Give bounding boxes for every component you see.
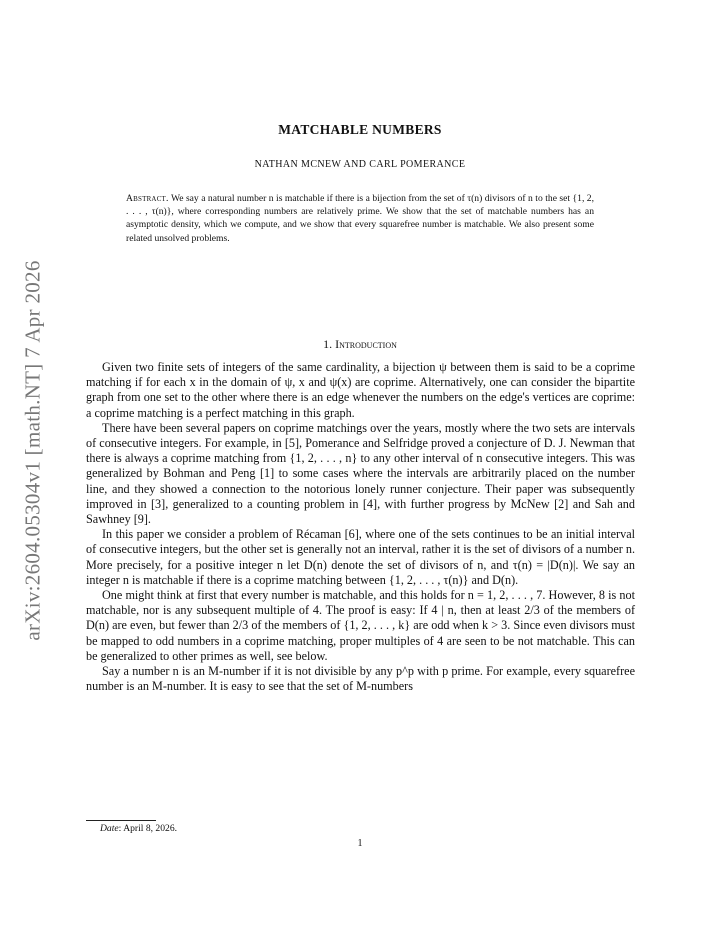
body-paragraph-2: There have been several papers on coprime matchings over the years, mostly where the two sets are intervals of consecutive integers. For example, in [5], Pomerance and Selfridge proved a conjecture of D. J. Newman that there is always a coprime matching from {1, 2, . . . , n} to any other interval of n consecutive integers. This was generalized by Bohman and Peng [1] to some cases where the intervals are arbitrarily placed on the number line, and they showed a connection to the notorious lonely runner conjecture. Their paper was subsequently improved in [3], generalized to a counting problem in [4], with further progress by McNew [2] and Sah and Sawhney [9].: [86, 420, 635, 527]
body-paragraph-5: Say a number n is an M-number if it is not divisible by any p^p with p prime. For example, every squarefree number is an M-number. It is easy to see that the set of M-numbers: [86, 664, 635, 694]
section-body: [86, 360, 635, 694]
body-paragraph-1: Given two finite sets of integers of the same cardinality, a bijection ψ between them is said to be a coprime matching if for each x in the domain of ψ, x and ψ(x) are coprime. Alternatively, one can consider the bipartite graph from one set to the other where there is an edge whenever the numbers on the edge's vertices are coprime: a coprime matching is a perfect matching in this graph.: [86, 360, 635, 420]
arxiv-identifier-text: arXiv:2604.05304v1 [math.NT] 7 Apr 2026: [20, 259, 45, 641]
page-number: 1: [357, 838, 363, 849]
abstract-label: Abstract.: [126, 193, 169, 204]
section-heading: 1. Introduction: [323, 337, 397, 351]
paper-title: MATCHABLE NUMBERS: [278, 122, 442, 137]
abstract-block: [126, 192, 594, 245]
footnote-divider: [86, 820, 156, 821]
abstract-text: We say a natural number n is matchable if there is a bijection from the set of τ(n) divisors of n to the set {1, 2, . . . , τ(n)}, where corresponding numbers are relatively prime. We show that the set of matchable numbers has an asymptotic density, which we compute, and we show that every squarefree number is matchable. We also present some related unsolved problems.: [126, 193, 594, 244]
body-paragraph-4: One might think at first that every number is matchable, and this holds for n = 1, 2, . . . , 7. However, 8 is not matchable, nor is any subsequent multiple of 4. The proof is easy: If 4 | n, then at least 2/3 of the members of D(n) are even, but fewer than 2/3 of the members of {1, 2, . . . , k} are odd when k > 3. Since even divisors must be mapped to odd numbers in a coprime matching, proper multiples of 4 are seen to be not matchable. This can be generalized to other primes as well, see below.: [86, 588, 635, 663]
footnote-date: [100, 823, 177, 834]
arxiv-identifier-stamp: [14, 250, 52, 650]
paper-authors: NATHAN MCNEW AND CARL POMERANCE: [254, 159, 466, 170]
footnote-text: : April 8, 2026.: [118, 823, 178, 834]
body-paragraph-3: In this paper we consider a problem of Récaman [6], where one of the sets continues to be an initial interval of consecutive integers, but the other set is generally not an interval, rather it is the set of divisors of a number n. More precisely, for a positive integer n let D(n) denote the set of divisors of n, and τ(n) = |D(n)|. We say an integer n is matchable if there is a coprime matching between {1, 2, . . . , τ(n)} and D(n).: [86, 527, 635, 587]
footnote-label: Date: [100, 823, 119, 834]
